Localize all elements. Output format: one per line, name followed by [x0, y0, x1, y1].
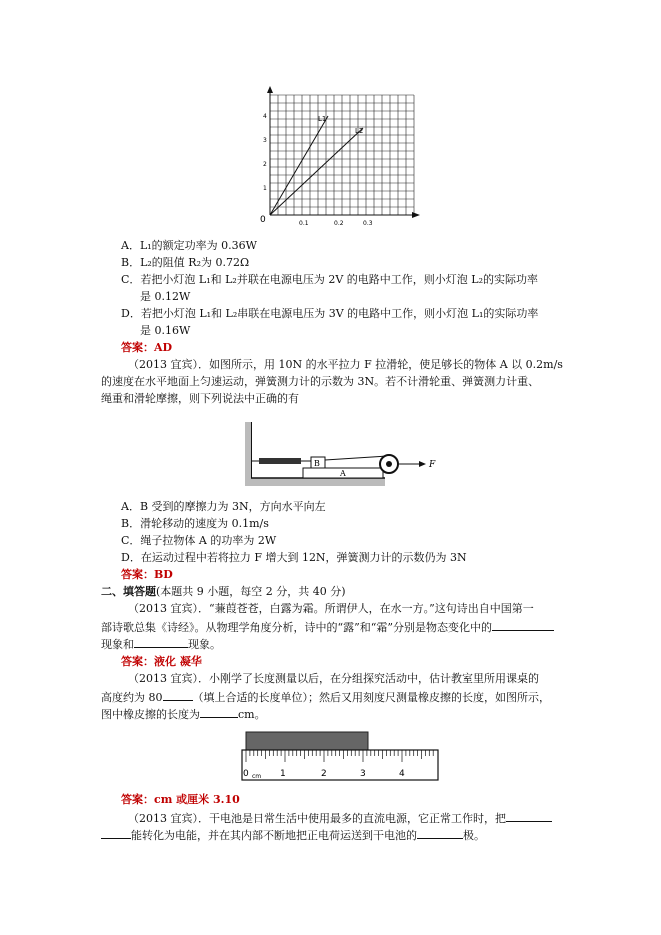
ruler-label: 3	[360, 769, 366, 779]
question-stem	[101, 706, 266, 722]
answer: 答案：液化 凝华	[121, 655, 202, 668]
question-stem: （2013 宜宾）．小刚学了长度测量以后，在分组探究活动中，估计教室里所用课桌的	[128, 672, 539, 685]
question-stem: 的速度在水平地面上匀速运动，弹簧测力计的示数为 3N。若不计滑轮重、弹簧测力计重、	[101, 375, 540, 388]
answer: 答案：AD	[121, 341, 173, 354]
question-stem: （2013 宜宾）．“蒹葭苍苍，白露为霜。所谓伊人，在水一方。”这句诗出自中国第一	[128, 602, 534, 615]
y-arrow	[267, 86, 273, 93]
block-b-label: B	[314, 459, 320, 468]
question-stem	[101, 689, 550, 705]
question-stem: 绳重和滑轮摩擦，则下列说法中正确的有	[101, 392, 299, 405]
ground	[245, 478, 385, 486]
l1-label: L1	[318, 115, 327, 123]
option-b: B．滑轮移动的速度为 0.1m/s	[121, 517, 269, 530]
stem-text: 能转化为电能，并在其内部不断地把正电荷运送到干电池的	[131, 829, 417, 842]
question-stem	[128, 810, 552, 826]
answer-blank[interactable]	[417, 827, 463, 839]
option-d: D．若把小灯泡 L₁和 L₂串联在电源电压为 3V 的电路中工作，则小灯泡 L₁的实际功率	[121, 307, 539, 320]
question-stem	[101, 619, 554, 635]
stem-text: （填上合适的长度单位）；然后又用刻度尺测量橡皮擦的长度，如图所示，	[192, 691, 550, 704]
force-arrow	[419, 461, 426, 467]
option-c: C．若把小灯泡 L₁和 L₂并联在电源电压为 2V 的电路中工作，则小灯泡 L₂的实际功率	[121, 273, 538, 286]
x-tick-label: 0.2	[334, 220, 344, 227]
stem-text: 高度约为 80	[101, 691, 163, 704]
question-stem: （2013 宜宾）．如图所示，用 10N 的水平拉力 F 拉滑轮，使足够长的物体 A 以 0.2m/s	[128, 358, 563, 371]
wall-hatch	[245, 422, 251, 484]
ruler-label: 4	[399, 769, 405, 779]
option-a: A．L₁的额定功率为 0.36W	[121, 239, 257, 252]
stem-text: 现象和	[101, 638, 134, 651]
origin-label: 0	[260, 215, 266, 225]
option-b: B．L₂的阻值 R₂为 0.72Ω	[121, 256, 250, 269]
ruler-figure	[241, 730, 441, 782]
block-a-label: A	[340, 469, 346, 478]
ruler-label: 1	[280, 769, 286, 779]
l2-label: L2	[355, 127, 364, 135]
stem-text: 部诗歌总集《诗经》。从物理学角度分析，诗中的“露”和“霜”分别是物态变化中的	[101, 621, 492, 634]
answer-blank[interactable]	[134, 636, 188, 648]
x-tick-label: 0.3	[363, 220, 373, 227]
y-tick-label: 1	[263, 185, 267, 192]
force-label: F	[429, 460, 436, 470]
stem-text: 现象。	[188, 638, 221, 651]
iu-graph	[255, 85, 425, 230]
ruler-unit: cm	[252, 773, 262, 780]
option-c-cont: 是 0.12W	[140, 290, 191, 303]
eraser	[246, 732, 368, 750]
x-arrow	[412, 212, 420, 218]
ruler	[242, 750, 438, 780]
pulley-axle	[386, 461, 392, 467]
y-tick-label: 2	[263, 161, 267, 168]
question-stem	[101, 827, 485, 843]
y-tick-label: 4	[263, 113, 267, 120]
stem-text: 图中橡皮擦的长度为	[101, 708, 200, 721]
stem-text: 极。	[463, 829, 485, 842]
spring-scale	[259, 458, 301, 464]
section-subtitle: (本题共 9 小题，每空 2 分，共 40 分)	[156, 585, 346, 598]
answer-blank[interactable]	[101, 827, 131, 839]
ruler-label: 0	[243, 769, 249, 779]
question-stem	[101, 636, 221, 652]
option-d: D．在运动过程中若将拉力 F 增大到 12N，弹簧测力计的示数仍为 3N	[121, 551, 467, 564]
section-heading	[101, 585, 346, 599]
l1-line	[270, 116, 328, 215]
answer-blank[interactable]	[163, 689, 193, 701]
l2-line	[270, 128, 363, 215]
stem-text: （2013 宜宾）．干电池是日常生活中使用最多的直流电源，它正常工作时，把	[128, 812, 506, 825]
option-d-cont: 是 0.16W	[140, 324, 191, 337]
answer-blank[interactable]	[492, 619, 554, 631]
answer: 答案：BD	[121, 568, 173, 581]
x-tick-label: 0.1	[299, 220, 309, 227]
stem-text: cm。	[238, 708, 266, 721]
rope-top	[325, 456, 387, 460]
ruler-label: 2	[321, 769, 327, 779]
pulley-figure	[243, 420, 443, 492]
answer: 答案：cm 或厘米 3.10	[121, 793, 240, 806]
option-c: C．绳子拉物体 A 的功率为 2W	[121, 534, 277, 547]
y-tick-label: 3	[263, 137, 267, 144]
answer-blank[interactable]	[506, 810, 552, 822]
answer-blank[interactable]	[200, 706, 238, 718]
section-title: 二、填答题	[101, 585, 156, 598]
option-a: A．B 受到的摩擦力为 3N，方向水平向左	[121, 500, 326, 513]
